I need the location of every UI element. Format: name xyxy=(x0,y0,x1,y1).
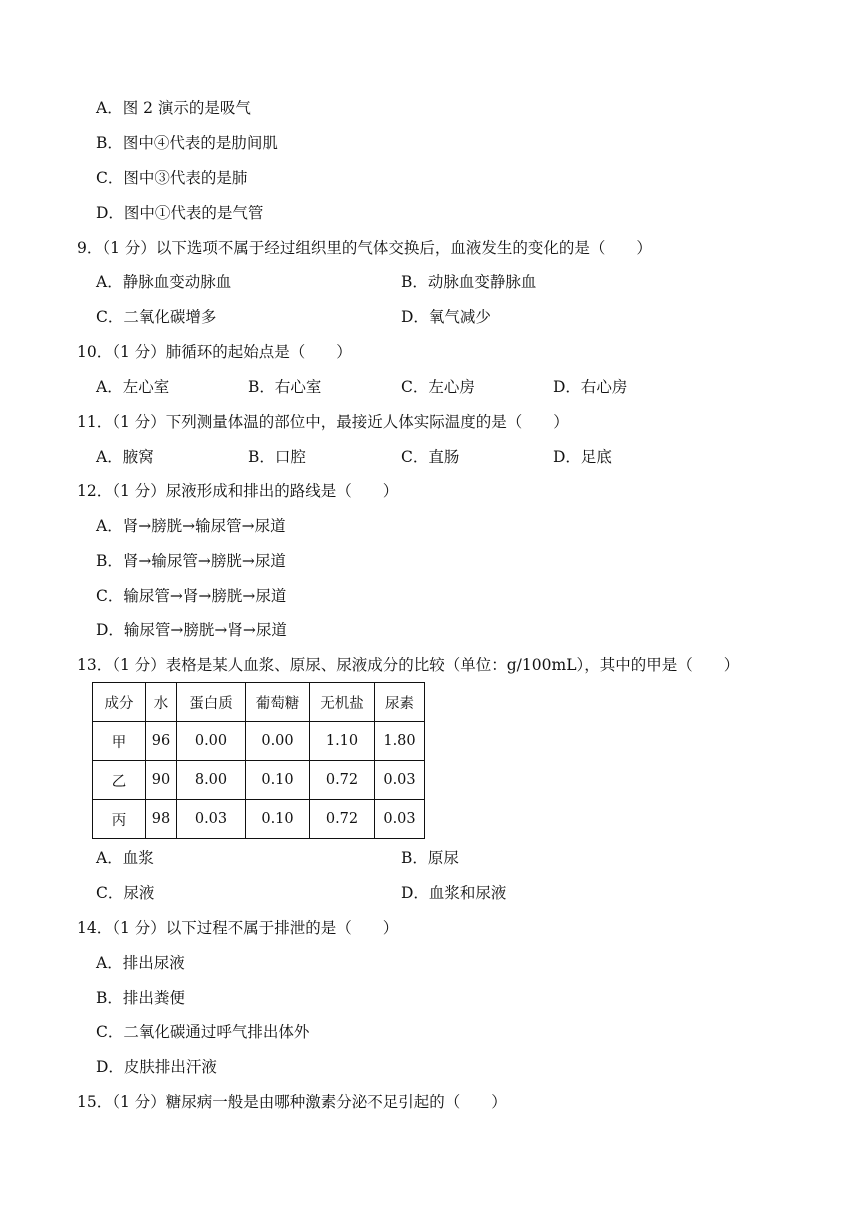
table-cell: 丙 xyxy=(93,800,146,839)
table-header-cell: 水 xyxy=(146,683,177,722)
table-cell: 甲 xyxy=(93,722,146,761)
table-cell: 0.03 xyxy=(375,800,425,839)
q10-stem: 10．（1 分）肺循环的起始点是（ ） xyxy=(77,343,352,361)
q11-option-a: A．腋窝 xyxy=(96,448,154,466)
table-cell: 0.72 xyxy=(310,800,375,839)
table-cell: 0.72 xyxy=(310,761,375,800)
q10-option-b: B．右心室 xyxy=(248,378,322,396)
table-cell: 96 xyxy=(146,722,177,761)
table-cell: 0.00 xyxy=(177,722,246,761)
table-cell: 1.10 xyxy=(310,722,375,761)
q8-option-a: A．图 2 演示的是吸气 xyxy=(96,99,251,117)
q10-option-d: D．右心房 xyxy=(553,378,628,396)
q11-option-c: C．直肠 xyxy=(401,448,460,466)
table-row xyxy=(93,761,425,800)
q12-option-d: D．输尿管→膀胱→肾→尿道 xyxy=(96,621,287,639)
q8-option-c: C．图中③代表的是肺 xyxy=(96,169,248,187)
table-header-cell: 尿素 xyxy=(375,683,425,722)
q14-option-b: B．排出粪便 xyxy=(96,989,185,1007)
q13-option-d: D．血浆和尿液 xyxy=(401,884,507,902)
table-cell: 1.80 xyxy=(375,722,425,761)
table-cell: 0.10 xyxy=(246,761,310,800)
table-cell: 乙 xyxy=(93,761,146,800)
q10-option-c: C．左心房 xyxy=(401,378,475,396)
table-cell: 0.00 xyxy=(246,722,310,761)
table-header-cell: 成分 xyxy=(93,683,146,722)
table-cell: 90 xyxy=(146,761,177,800)
q8-option-d: D．图中①代表的是气管 xyxy=(96,204,264,222)
q13-stem: 13．（1 分）表格是某人血浆、原尿、尿液成分的比较（单位：g/100mL），其中的甲是（ ） xyxy=(77,656,740,674)
table-cell: 0.10 xyxy=(246,800,310,839)
q9-option-d: D．氧气减少 xyxy=(401,308,491,326)
q11-stem: 11．（1 分）下列测量体温的部位中，最接近人体实际温度的是（ ） xyxy=(77,413,569,431)
table-cell: 0.03 xyxy=(375,761,425,800)
q11-option-d: D．足底 xyxy=(553,448,612,466)
q12-option-c: C．输尿管→肾→膀胱→尿道 xyxy=(96,587,287,605)
q12-stem: 12．（1 分）尿液形成和排出的路线是（ ） xyxy=(77,482,399,500)
q12-option-a: A．肾→膀胱→输尿管→尿道 xyxy=(96,517,286,535)
table-cell: 8.00 xyxy=(177,761,246,800)
q13-option-c: C．尿液 xyxy=(96,884,155,902)
q9-option-b: B．动脉血变静脉血 xyxy=(401,273,537,291)
q14-option-d: D．皮肤排出汗液 xyxy=(96,1058,217,1076)
q13-option-b: B．原尿 xyxy=(401,849,459,867)
table-cell: 98 xyxy=(146,800,177,839)
q10-option-a: A．左心室 xyxy=(96,378,170,396)
q15-stem: 15．（1 分）糖尿病一般是由哪种激素分泌不足引起的（ ） xyxy=(77,1093,507,1111)
table-header-cell: 葡萄糖 xyxy=(246,683,310,722)
table-cell: 0.03 xyxy=(177,800,246,839)
q14-option-a: A．排出尿液 xyxy=(96,954,185,972)
composition-table xyxy=(92,682,425,839)
q8-option-b: B．图中④代表的是肋间肌 xyxy=(96,134,278,152)
q14-stem: 14．（1 分）以下过程不属于排泄的是（ ） xyxy=(77,919,399,937)
q12-option-b: B．肾→输尿管→膀胱→尿道 xyxy=(96,552,286,570)
table-header-row xyxy=(93,683,425,722)
table-row xyxy=(93,722,425,761)
q9-option-c: C．二氧化碳增多 xyxy=(96,308,217,326)
q9-option-a: A．静脉血变动脉血 xyxy=(96,273,232,291)
q9-stem: 9．（1 分）以下选项不属于经过组织里的气体交换后，血液发生的变化的是（ ） xyxy=(77,239,652,257)
table-header-cell: 无机盐 xyxy=(310,683,375,722)
q13-option-a: A．血浆 xyxy=(96,849,154,867)
q14-option-c: C．二氧化碳通过呼气排出体外 xyxy=(96,1023,310,1041)
table-header-cell: 蛋白质 xyxy=(177,683,246,722)
table-row xyxy=(93,800,425,839)
q11-option-b: B．口腔 xyxy=(248,448,306,466)
